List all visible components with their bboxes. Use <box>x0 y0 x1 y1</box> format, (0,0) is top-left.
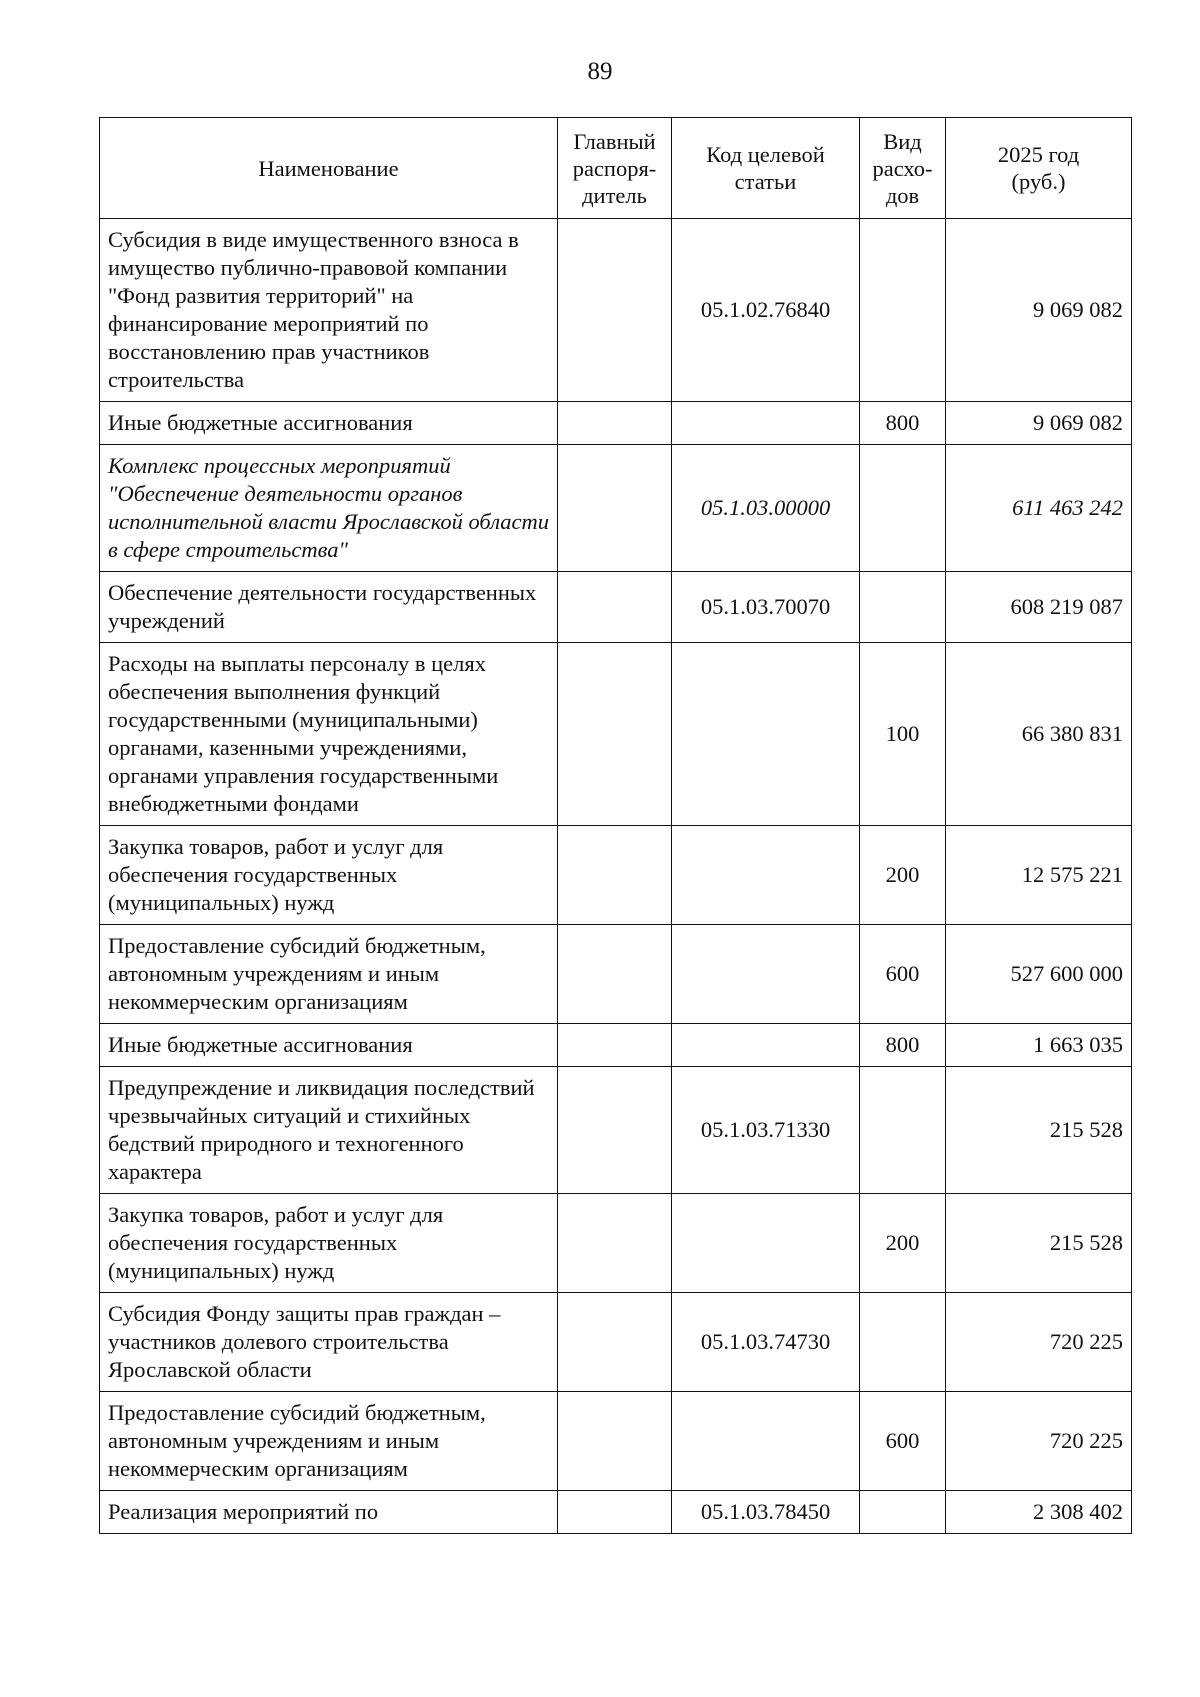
table-row-complex <box>100 445 1132 572</box>
row-sum: 611 463 242 <box>946 445 1132 572</box>
row-main-manager <box>558 1491 672 1534</box>
table-row <box>100 1293 1132 1392</box>
row-main-manager <box>558 402 672 445</box>
row-sum: 9 069 082 <box>946 402 1132 445</box>
row-expense-type: 800 <box>860 402 946 445</box>
row-sum: 2 308 402 <box>946 1491 1132 1534</box>
row-target-code: 05.1.02.76840 <box>672 219 860 402</box>
row-expense-type <box>860 219 946 402</box>
table-row <box>100 572 1132 643</box>
row-target-code: 05.1.03.70070 <box>672 572 860 643</box>
table-row <box>100 925 1132 1024</box>
row-name: Предоставление субсидий бюджетным, автономным учреждениям и иным некоммерческим организациям <box>100 1392 558 1491</box>
header-main-manager: Главный распоря- дитель <box>558 118 672 219</box>
table-row <box>100 1067 1132 1194</box>
row-sum: 608 219 087 <box>946 572 1132 643</box>
table-row <box>100 402 1132 445</box>
row-main-manager <box>558 219 672 402</box>
row-sum: 527 600 000 <box>946 925 1132 1024</box>
row-expense-type: 800 <box>860 1024 946 1067</box>
row-main-manager <box>558 925 672 1024</box>
row-main-manager <box>558 826 672 925</box>
header-row <box>100 118 1132 219</box>
row-target-code <box>672 402 860 445</box>
row-expense-type: 600 <box>860 1392 946 1491</box>
row-target-code <box>672 925 860 1024</box>
header-target-code: Код целевой статьи <box>672 118 860 219</box>
row-expense-type: 200 <box>860 1194 946 1293</box>
row-expense-type: 100 <box>860 643 946 826</box>
row-target-code: 05.1.03.00000 <box>672 445 860 572</box>
row-target-code <box>672 643 860 826</box>
row-sum: 12 575 221 <box>946 826 1132 925</box>
row-target-code <box>672 1194 860 1293</box>
row-name: Предупреждение и ликвидация последствий чрезвычайных ситуаций и стихийных бедствий природного и техногенного характера <box>100 1067 558 1194</box>
row-target-code: 05.1.03.74730 <box>672 1293 860 1392</box>
row-name: Предоставление субсидий бюджетным, автономным учреждениям и иным некоммерческим организациям <box>100 925 558 1024</box>
budget-table <box>99 117 1132 1534</box>
table-row <box>100 643 1132 826</box>
row-main-manager <box>558 572 672 643</box>
row-sum: 1 663 035 <box>946 1024 1132 1067</box>
row-target-code <box>672 826 860 925</box>
row-expense-type <box>860 1491 946 1534</box>
row-expense-type <box>860 1067 946 1194</box>
row-sum: 215 528 <box>946 1067 1132 1194</box>
row-name: Реализация мероприятий по <box>100 1491 558 1534</box>
row-name: Иные бюджетные ассигнования <box>100 402 558 445</box>
row-main-manager <box>558 1024 672 1067</box>
row-main-manager <box>558 445 672 572</box>
row-main-manager <box>558 1067 672 1194</box>
row-main-manager <box>558 1392 672 1491</box>
table-row <box>100 219 1132 402</box>
row-sum: 9 069 082 <box>946 219 1132 402</box>
row-main-manager <box>558 1194 672 1293</box>
page-number: 89 <box>587 58 613 85</box>
table-row <box>100 1491 1132 1534</box>
row-name: Обеспечение деятельности государственных учреждений <box>100 572 558 643</box>
table-row <box>100 1194 1132 1293</box>
row-expense-type: 600 <box>860 925 946 1024</box>
row-target-code <box>672 1024 860 1067</box>
row-expense-type <box>860 445 946 572</box>
row-name: Иные бюджетные ассигнования <box>100 1024 558 1067</box>
row-name: Закупка товаров, работ и услуг для обеспечения государственных (муниципальных) нужд <box>100 826 558 925</box>
row-target-code <box>672 1392 860 1491</box>
row-main-manager <box>558 643 672 826</box>
row-sum: 720 225 <box>946 1293 1132 1392</box>
header-expense-type: Вид расхо- дов <box>860 118 946 219</box>
row-target-code: 05.1.03.71330 <box>672 1067 860 1194</box>
row-expense-type <box>860 572 946 643</box>
row-name: Субсидия в виде имущественного взноса в имущество публично-правовой компании "Фонд развития территорий" на финансирование мероприятий по восстановлению прав участников строительства <box>100 219 558 402</box>
table-row <box>100 1392 1132 1491</box>
row-name: Закупка товаров, работ и услуг для обеспечения государственных (муниципальных) нужд <box>100 1194 558 1293</box>
row-expense-type <box>860 1293 946 1392</box>
header-year-sum: 2025 год (руб.) <box>946 118 1132 219</box>
row-expense-type: 200 <box>860 826 946 925</box>
row-sum: 215 528 <box>946 1194 1132 1293</box>
row-sum: 720 225 <box>946 1392 1132 1491</box>
row-name: Расходы на выплаты персоналу в целях обеспечения выполнения функций государственными (муниципальными) органами, казенными учреждениями, органами управления государственными внебюджетными фондами <box>100 643 558 826</box>
row-name: Комплекс процессных мероприятий "Обеспечение деятельности органов исполнительной власти Ярославской области в сфере строительства" <box>100 445 558 572</box>
row-sum: 66 380 831 <box>946 643 1132 826</box>
table-row <box>100 826 1132 925</box>
row-main-manager <box>558 1293 672 1392</box>
table-row <box>100 1024 1132 1067</box>
row-name: Субсидия Фонду защиты прав граждан – участников долевого строительства Ярославской области <box>100 1293 558 1392</box>
row-target-code: 05.1.03.78450 <box>672 1491 860 1534</box>
header-name: Наименование <box>100 118 558 219</box>
